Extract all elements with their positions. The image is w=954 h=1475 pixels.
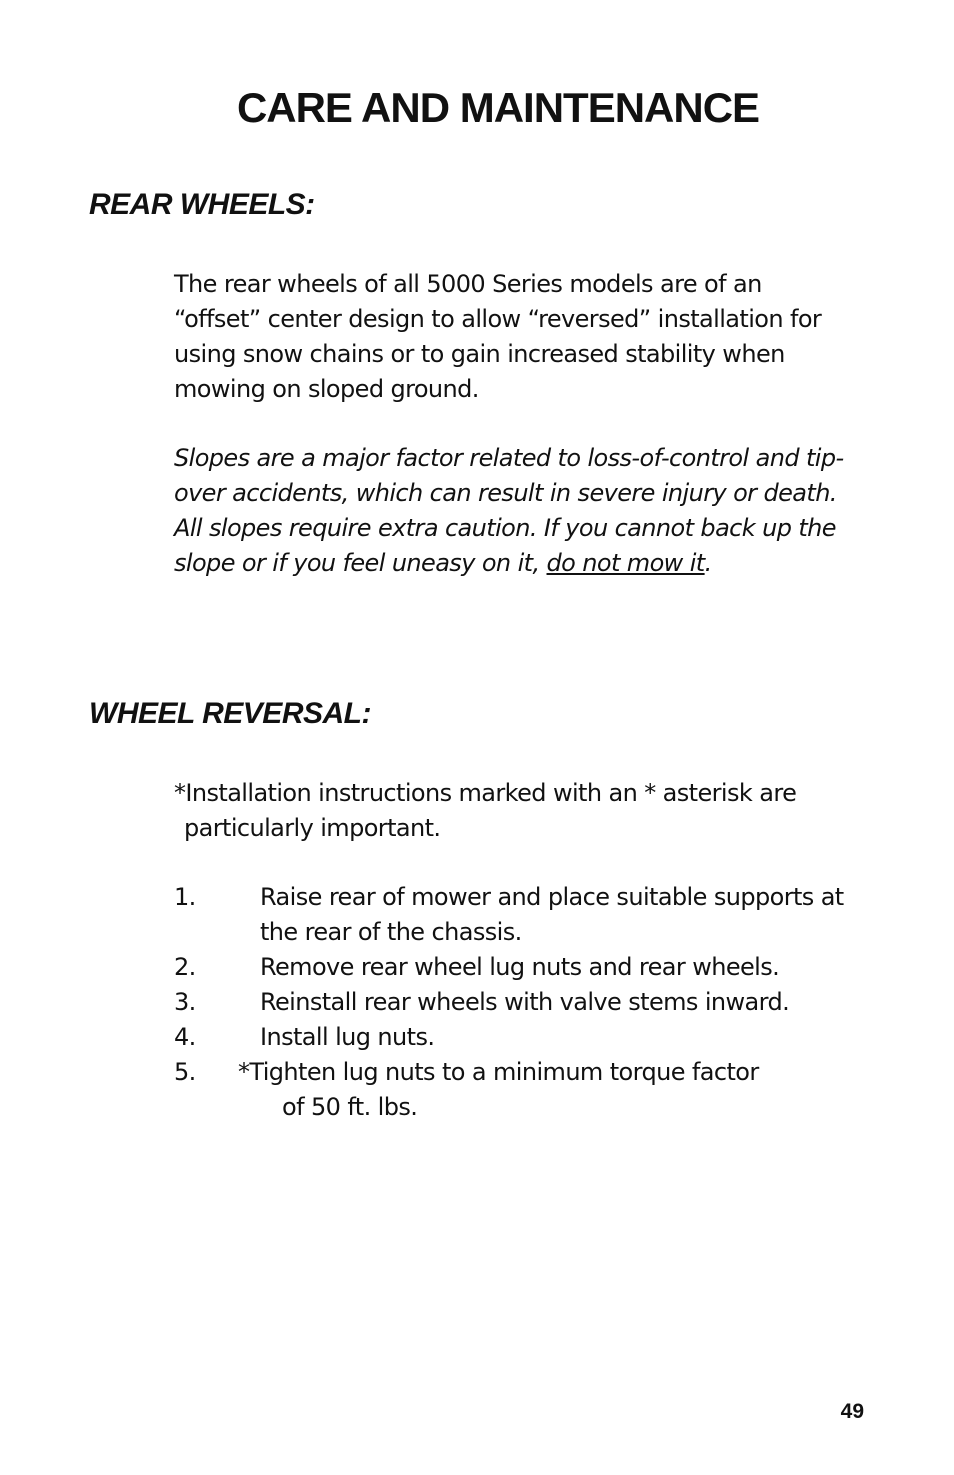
step-1 — [174, 880, 874, 950]
step-number: 1. — [174, 883, 196, 911]
step-number: 2. — [174, 953, 196, 981]
slope-warning-emphasis: do not mow it — [546, 549, 705, 577]
step-number: 4. — [174, 1023, 196, 1051]
page-number: 49 — [840, 1400, 864, 1423]
rear-wheels-description: The rear wheels of all 5000 Series models are of an “offset” center design to allow “reversed” installation for using snow chains or to gain increased stability when mowing on sloped ground. — [174, 270, 822, 403]
rear-wheels-heading: REAR WHEELS: — [89, 188, 315, 221]
step-3 — [174, 985, 874, 1020]
step-text: Raise rear of mower and place suitable supports at the rear of the chassis. — [260, 883, 844, 946]
step-number: 3. — [174, 988, 196, 1016]
step-2 — [174, 950, 874, 985]
reversal-steps-list — [174, 880, 874, 1125]
step-5 — [174, 1055, 874, 1125]
page-title: CARE AND MAINTENANCE — [236, 84, 760, 131]
asterisk-note — [174, 776, 864, 846]
step-text: *Tighten lug nuts to a minimum torque factor — [238, 1058, 759, 1086]
wheel-reversal-heading: WHEEL REVERSAL: — [89, 697, 371, 730]
step-text: Reinstall rear wheels with valve stems inward. — [260, 988, 790, 1016]
asterisk-note-line1: *Installation instructions marked with an * asterisk are — [174, 779, 797, 807]
step-4 — [174, 1020, 874, 1055]
step-text-continued: of 50 ft. lbs. — [282, 1093, 418, 1121]
step-number: 5. — [174, 1058, 196, 1086]
asterisk-note-line2: particularly important. — [184, 814, 441, 842]
slope-warning — [174, 441, 854, 581]
slope-warning-end: . — [704, 549, 712, 577]
step-text: Install lug nuts. — [260, 1023, 435, 1051]
step-text: Remove rear wheel lug nuts and rear wheels. — [260, 953, 780, 981]
slope-warning-text: Slopes are a major factor related to loss-of-control and tip-over accidents, which can result in severe injury or death. All slopes require extra caution. If you cannot back up the slope or if you feel uneasy on it, — [174, 444, 844, 577]
